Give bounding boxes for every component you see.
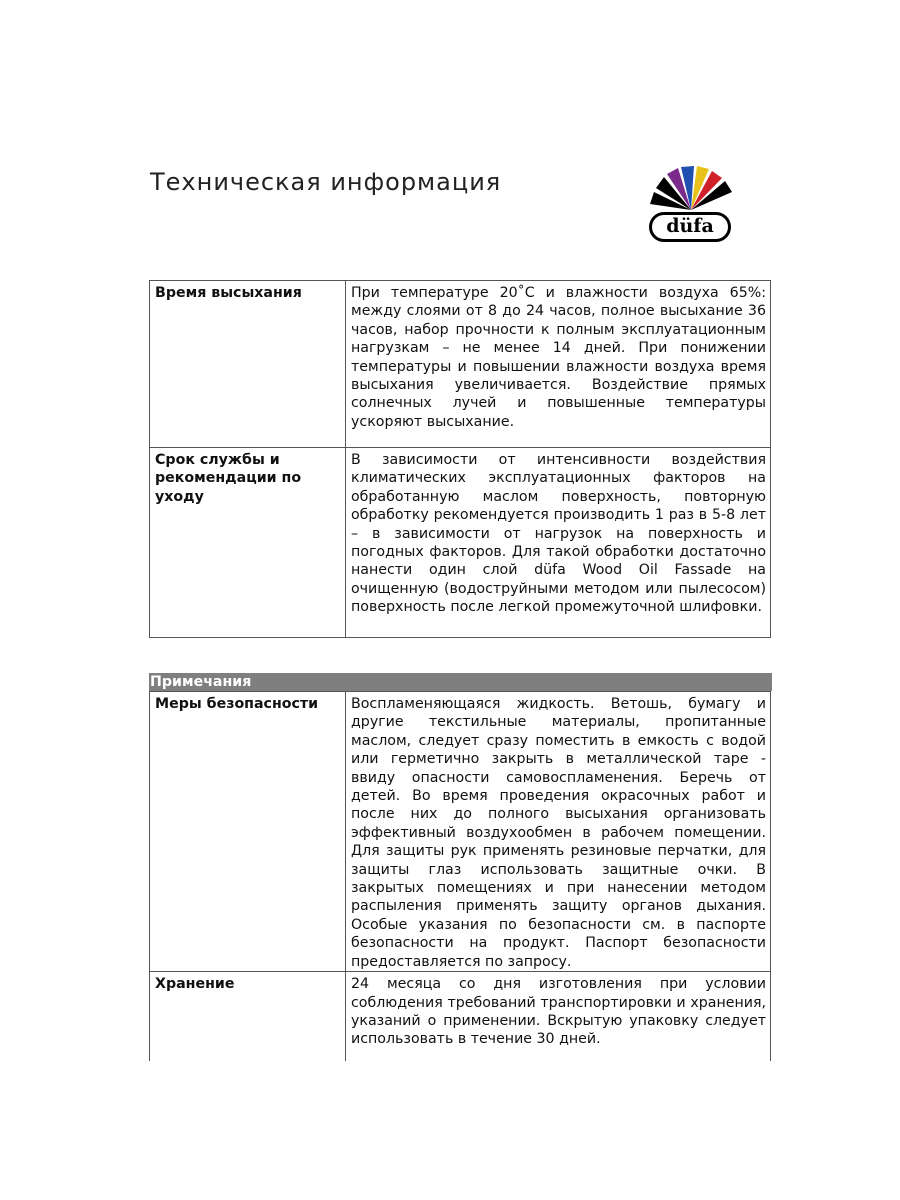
dufa-logo-wordmark: düfa: [649, 212, 731, 242]
row-text-service-life: В зависимости от интенсивности воздействия климатических эксплуатационных факторов на обработанную маслом поверхность, повторную обработку рекомендуется производить 1 раз в 5-8 лет – в зависимости от нагрузок на поверхность и погодных факторов. Для такой обработки достаточно нанести один слой düfa Wood Oil Fassade на очищенную (водоструйными методом или пылесосом) поверхность после легкой промежуточной шлифовки.: [346, 448, 771, 638]
row-label-storage: Хранение: [150, 972, 346, 1062]
table-row: [150, 448, 771, 638]
row-label-safety: Меры безопасности: [150, 692, 346, 972]
table-row: [150, 281, 771, 448]
row-label-drying-time: Время высыхания: [150, 281, 346, 448]
row-label-service-life: Срок службы и рекомендации по уходу: [150, 448, 346, 638]
row-text-drying-time: При температуре 20˚С и влажности воздуха 65%: между слоями от 8 до 24 часов, полное высыхание 36 часов, набор прочности к полным эксплуатационным нагрузкам – не менее 14 дней. При понижении температуры и повышении влажности воздуха время высыхания увеличивается. Воздействие прямых солнечных лучей и повышенные температуры ускоряют высыхание.: [346, 281, 771, 448]
page-title: Техническая информация: [150, 168, 502, 196]
table-row: [150, 692, 771, 972]
drying-care-table: [149, 280, 771, 638]
notes-table: [149, 691, 771, 1061]
row-text-storage: 24 месяца со дня изготовления при условии соблюдения требований транспортировки и хранения, указаний о применении. Вскрытую упаковку следует использовать в течение 30 дней.: [346, 972, 771, 1062]
notes-section-header: Примечания: [149, 673, 772, 691]
table-row: [150, 972, 771, 1062]
row-text-safety: Воспламеняющаяся жидкость. Ветошь, бумагу и другие текстильные материалы, пропитанные маслом, следует сразу поместить в емкость с водой или герметично закрыть в металлической таре - ввиду опасности самовоспламенения. Беречь от детей. Во время проведения окрасочных работ и после них до полного высыхания организовать эффективный воздухообмен в рабочем помещении. Для защиты рук применять резиновые перчатки, для защиты глаз использовать защитные очки. В закрытых помещениях и при нанесении методом распыления применять защиту органов дыхания. Особые указания по безопасности см. в паспорте безопасности на продукт. Паспорт безопасности предоставляется по запросу.: [346, 692, 771, 972]
